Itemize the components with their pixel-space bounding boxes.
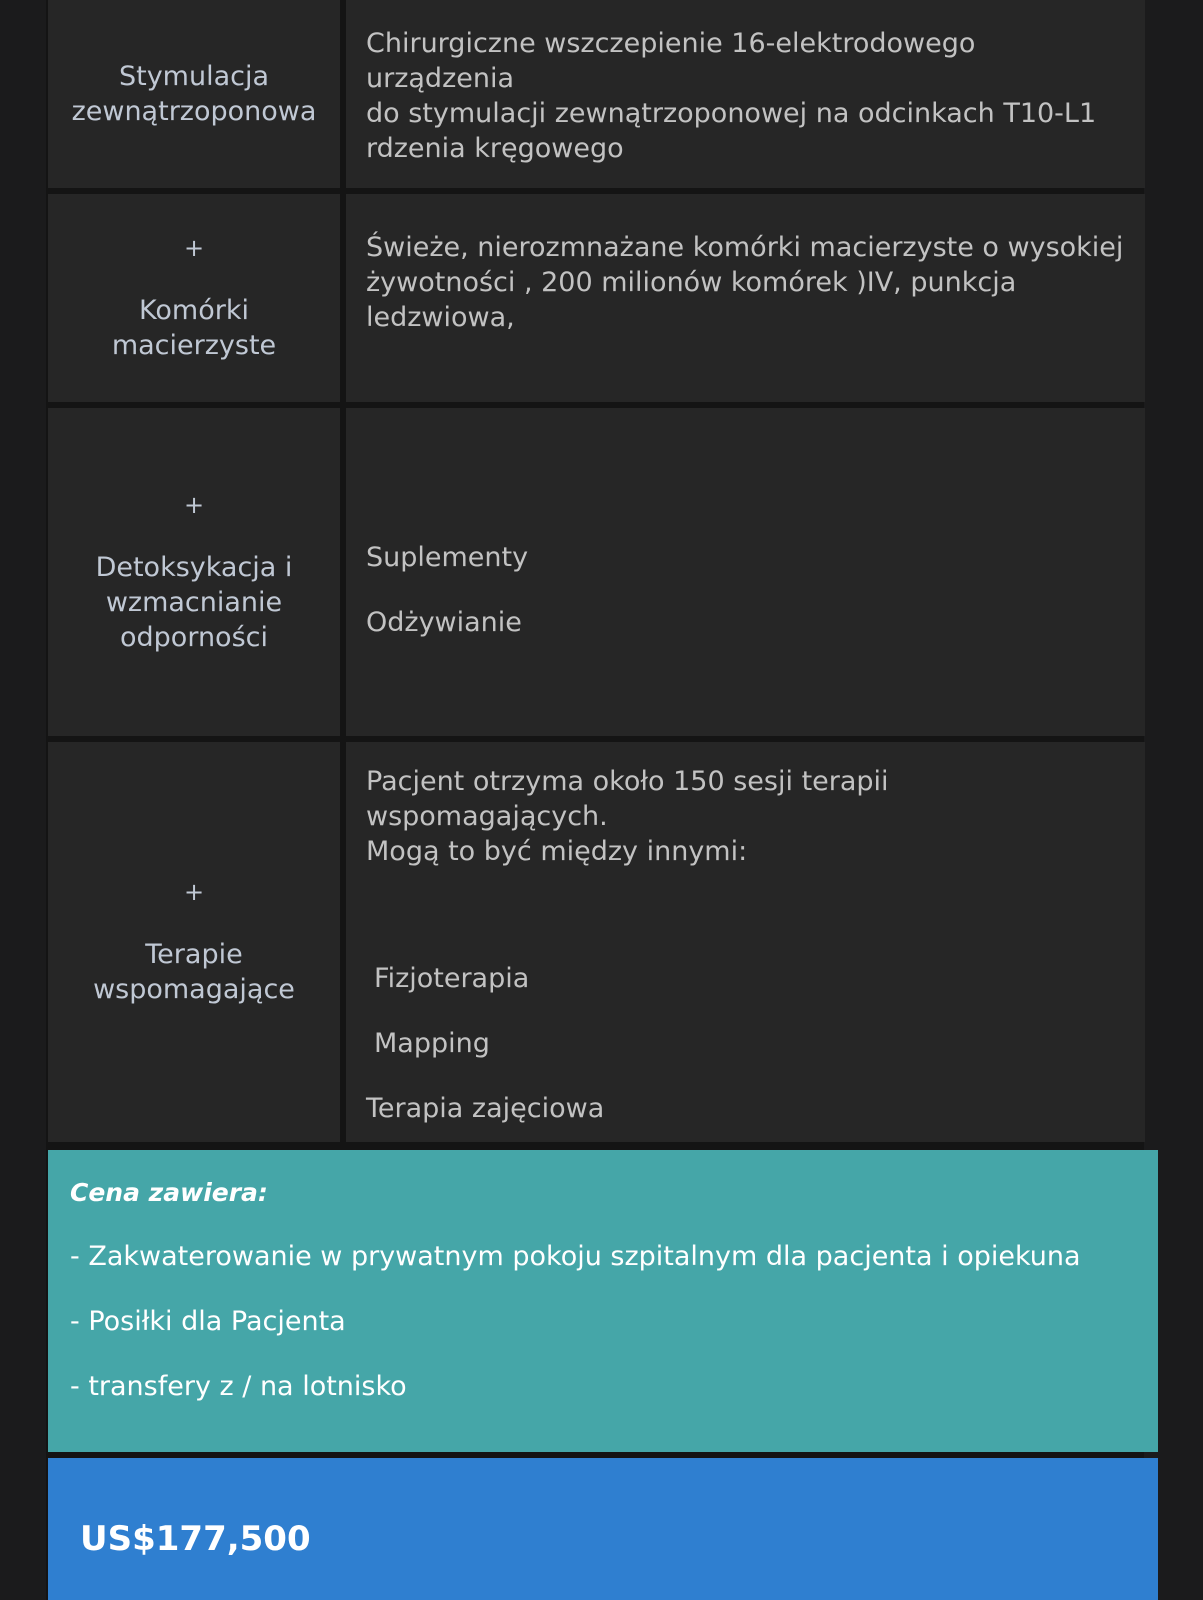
row-label-line: odporności	[120, 621, 268, 653]
row-label-cell	[48, 408, 340, 736]
description-line: żywotności , 200 milionów komórek )IV, punkcja	[366, 267, 1017, 298]
list-item: Suplementy	[366, 542, 529, 573]
price-value: US$177,500	[80, 1519, 311, 1559]
description-line: Mogą to być między innymi:	[366, 836, 748, 867]
plus-sign: +	[183, 878, 205, 906]
row-label-line: wspomagające	[93, 974, 295, 1005]
list-item: Mapping	[374, 1028, 490, 1059]
plus-sign: +	[183, 234, 205, 262]
description-line: Pacjent otrzyma około 150 sesji terapii wspomagających.	[366, 766, 889, 832]
row-label-line: Terapie	[145, 939, 243, 970]
includes-item: - Zakwaterowanie w prywatnym pokoju szpitalnym dla pacjenta i opiekuna	[70, 1241, 1081, 1272]
list-item: Fizjoterapia	[374, 963, 530, 994]
row-label-line: Komórki	[139, 295, 249, 326]
row-label-cell	[48, 194, 340, 402]
description-line: rdzenia kręgowego	[366, 133, 624, 164]
row-description-cell	[346, 0, 1145, 188]
list-item: Odżywianie	[366, 607, 522, 638]
includes-item: - transfery z / na lotnisko	[70, 1371, 407, 1402]
row-label-line: Detoksykacja i	[95, 551, 293, 583]
price-includes-box	[48, 1150, 1158, 1452]
row-label-line: zewnątrzoponowa	[71, 96, 317, 127]
row-label-cell	[48, 742, 340, 1142]
includes-title: Cena zawiera:	[70, 1178, 268, 1207]
row-label-line: wzmacnianie	[105, 586, 283, 618]
table-row-detox	[48, 408, 1145, 736]
table-row-stimulation	[48, 0, 1145, 188]
row-description-cell	[346, 742, 1145, 1142]
includes-item: - Posiłki dla Pacjenta	[70, 1306, 346, 1337]
description-line: Chirurgiczne wszczepienie 16-elektrodowego urządzenia	[366, 28, 976, 94]
price-box	[48, 1458, 1158, 1600]
description-line: Świeże, nierozmnażane komórki macierzyste o wysokiej	[366, 232, 1124, 263]
row-label-line: macierzyste	[111, 330, 277, 361]
row-description-cell	[346, 408, 1145, 736]
table-row-stem-cells	[48, 194, 1145, 402]
row-description-cell	[346, 194, 1145, 402]
description-line: do stymulacji zewnątrzoponowej na odcinkach T10-L1	[366, 98, 1097, 129]
row-label-line: Stymulacja	[118, 61, 270, 92]
plus-sign: +	[183, 490, 205, 519]
description-line: ledzwiowa,	[366, 302, 515, 333]
table-row-therapies	[48, 742, 1145, 1142]
row-label-cell	[48, 0, 340, 188]
list-item: Terapia zajęciowa	[366, 1093, 605, 1124]
